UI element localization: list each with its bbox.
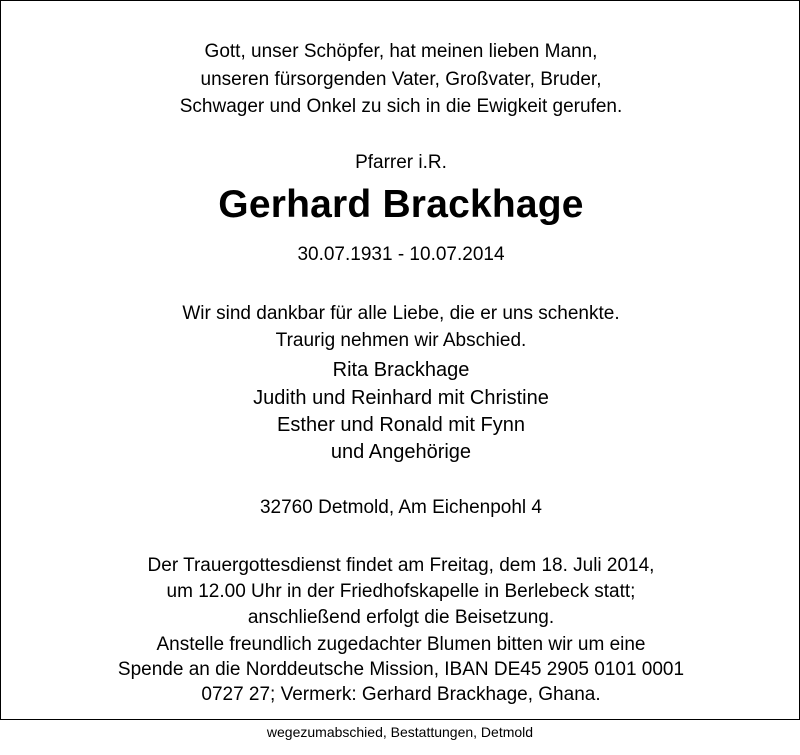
service-line-3: anschließend erfolgt die Beisetzung. (247, 607, 555, 628)
intro-line-2: unseren fürsorgenden Vater, Großvater, Bruder, (200, 69, 602, 90)
life-dates: 30.07.1931 - 10.07.2014 (297, 244, 505, 265)
mourner-4: und Angehörige (330, 441, 472, 463)
address: 32760 Detmold, Am Eichenpohl 4 (259, 497, 542, 518)
donation-line-2: Spende an die Norddeutsche Mission, IBAN DE45 2905 0101 0001 (117, 659, 685, 680)
mourner-3: Esther und Ronald mit Fynn (277, 414, 525, 436)
message-line-1: Wir sind dankbar für alle Liebe, die er uns schenkte. (182, 303, 620, 324)
service-line-2: um 12.00 Uhr in der Friedhofskapelle in Berlebeck statt; (166, 581, 636, 602)
mourner-1: Rita Brackhage (332, 359, 470, 381)
deceased-name: Gerhard Brackhage (218, 183, 584, 226)
donation-line-3: 0727 27; Vermerk: Gerhard Brackhage, Ghana. (201, 684, 601, 705)
intro-line-3: Schwager und Onkel zu sich in die Ewigkeit gerufen. (179, 96, 623, 117)
footer-credit: wegezumabschied, Bestattungen, Detmold (266, 724, 534, 740)
mourner-2: Judith und Reinhard mit Christine (253, 387, 549, 409)
intro-line-1: Gott, unser Schöpfer, hat meinen lieben Mann, (204, 41, 598, 62)
service-line-1: Der Trauergottesdienst findet am Freitag, dem 18. Juli 2014, (147, 555, 655, 576)
title: Pfarrer i.R. (355, 152, 447, 173)
donation-line-1: Anstelle freundlich zugedachter Blumen bitten wir um eine (156, 634, 646, 655)
message-line-2: Traurig nehmen wir Abschied. (275, 330, 527, 351)
